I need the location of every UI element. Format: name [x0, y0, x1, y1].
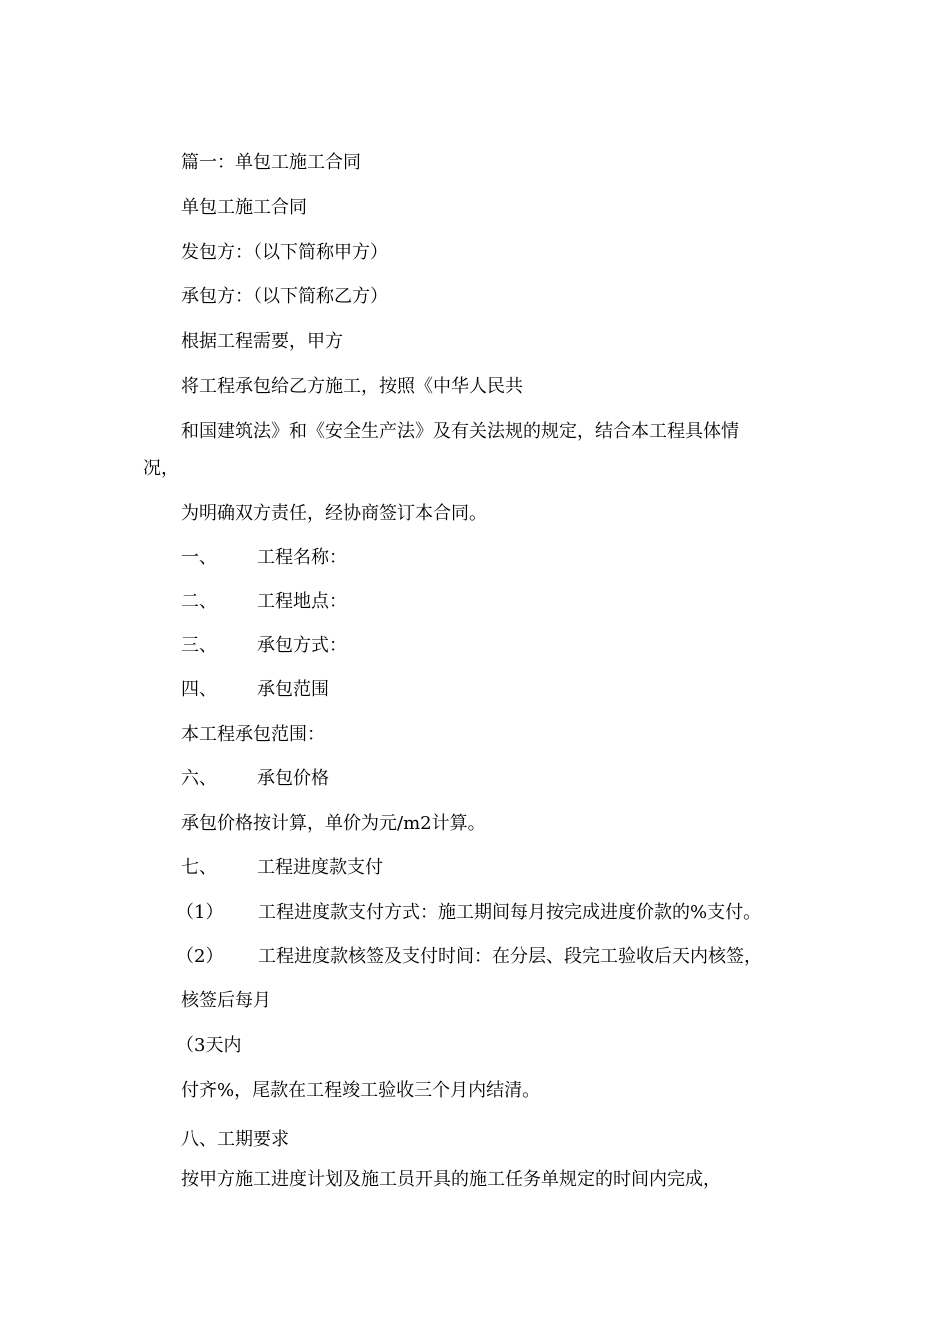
section-title: 工程进度款支付: [257, 857, 383, 878]
paragraph-line: 按甲方施工进度计划及施工员开具的施工任务单规定的时间内完成，: [181, 1169, 721, 1190]
paragraph-line: 况，: [143, 458, 179, 479]
paragraph-line: 将工程承包给乙方施工，按照《中华人民共: [181, 376, 523, 397]
doc-heading: 篇一：单包工施工合同: [181, 152, 361, 173]
paragraph-line: （3天内: [176, 1035, 242, 1056]
section-title: 承包范围: [257, 679, 329, 700]
item-text: 工程进度款支付方式：施工期间每月按完成进度价款的%支付。: [258, 902, 762, 923]
section-title: 承包价格: [257, 768, 329, 789]
party-a-line: 发包方：（以下简称甲方）: [181, 242, 388, 263]
section-number: 二、: [181, 591, 217, 612]
paragraph-line: 为明确双方责任，经协商签订本合同。: [181, 503, 487, 524]
list-item: [176, 902, 761, 924]
paragraph-line: 核签后每月: [181, 990, 271, 1011]
paragraph-line: 本工程承包范围：: [181, 724, 325, 745]
section-number: 七、: [181, 857, 217, 878]
section-heading: [181, 857, 383, 879]
section-title: 承包方式：: [257, 635, 347, 656]
section-heading: [181, 679, 329, 701]
list-item: [176, 946, 762, 968]
item-number: （1）: [176, 902, 224, 923]
section-heading: [181, 591, 347, 613]
section-number: 四、: [181, 679, 217, 700]
paragraph-line: 付齐%，尾款在工程竣工验收三个月内结清。: [181, 1080, 541, 1101]
item-text: 工程进度款核签及支付时间：在分层、段完工验收后天内核签，: [258, 946, 762, 967]
section-title: 工程名称：: [257, 547, 347, 568]
section-heading: 八、工期要求: [181, 1129, 289, 1150]
section-heading: [181, 547, 347, 569]
section-number: 三、: [181, 635, 217, 656]
contract-title: 单包工施工合同: [181, 197, 307, 218]
item-number: （2）: [176, 946, 224, 967]
party-b-line: 承包方：（以下简称乙方）: [181, 286, 388, 307]
section-number: 六、: [181, 768, 217, 789]
section-title: 工程地点：: [257, 591, 347, 612]
section-heading: [181, 768, 329, 790]
paragraph-line: 和国建筑法》和《安全生产法》及有关法规的规定，结合本工程具体情: [181, 421, 739, 442]
paragraph-line: 根据工程需要，甲方: [181, 331, 343, 352]
paragraph-line: 承包价格按计算，单价为元/m2计算。: [181, 813, 486, 834]
section-number: 一、: [181, 547, 217, 568]
section-heading: [181, 635, 347, 657]
